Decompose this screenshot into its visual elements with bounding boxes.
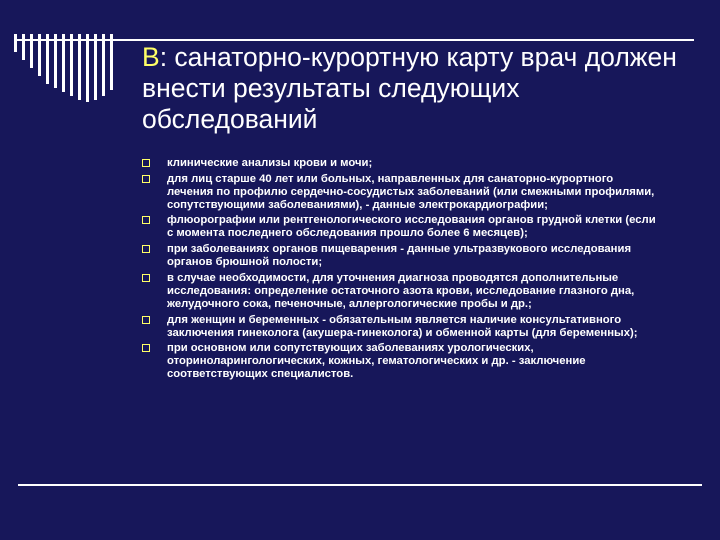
list-item — [142, 342, 662, 381]
bottom-divider-line — [18, 484, 702, 486]
hollow-square-bullet-icon — [142, 274, 150, 282]
bullet-list — [142, 157, 662, 384]
list-item-text: клинические анализы крови и мочи; — [167, 157, 373, 169]
list-item-text: в случае необходимости, для уточнения диагноза проводятся дополнительные исследования: определение остаточного азота крови, исследование глазного дна, желудочного сока, печеночные, аллергологические пробы и др.; — [167, 271, 635, 310]
hollow-square-bullet-icon — [142, 216, 150, 224]
hollow-square-bullet-icon — [142, 245, 150, 253]
list-item-text: для женщин и беременных - обязательным является наличие консультативного заключения гинеколога (акушера-гинеколога) и обменной карты (для беременных); — [167, 313, 638, 339]
list-item — [142, 314, 662, 340]
hollow-square-bullet-icon — [142, 344, 150, 352]
hollow-square-bullet-icon — [142, 175, 150, 183]
hollow-square-bullet-icon — [142, 316, 150, 324]
list-item-text: для лиц старше 40 лет или больных, направленных для санаторно-курортного лечения по профилю сердечно-сосудистых заболеваний (или смежными профилями, сопутствующими заболеваниями), - данные электрокардиографии; — [167, 172, 655, 211]
list-item — [142, 272, 662, 311]
title-initial-letter: В — [142, 42, 160, 72]
list-item — [142, 157, 662, 170]
decorative-top-line — [14, 39, 694, 41]
title-text: : санаторно-курортную карту врач должен внести результаты следующих обследований — [142, 42, 677, 134]
decorative-vertical-bars — [14, 34, 134, 102]
list-item-text: при основном или сопутствующих заболеваниях урологических, оториноларингологических, кожных, гематологических и др. - заключение соответствующих специалистов. — [167, 342, 586, 381]
list-item-text: при заболеваниях органов пищеварения - данные ультразвукового исследования органов брюшной полости; — [167, 243, 632, 269]
slide-title — [142, 42, 702, 135]
list-item — [142, 243, 662, 269]
list-item-text: флюорографии или рентгенологического исследования органов грудной клетки (если с момента последнего обследования прошло более 6 месяцев); — [167, 214, 656, 240]
list-item — [142, 214, 662, 240]
list-item — [142, 173, 662, 212]
hollow-square-bullet-icon — [142, 159, 150, 167]
